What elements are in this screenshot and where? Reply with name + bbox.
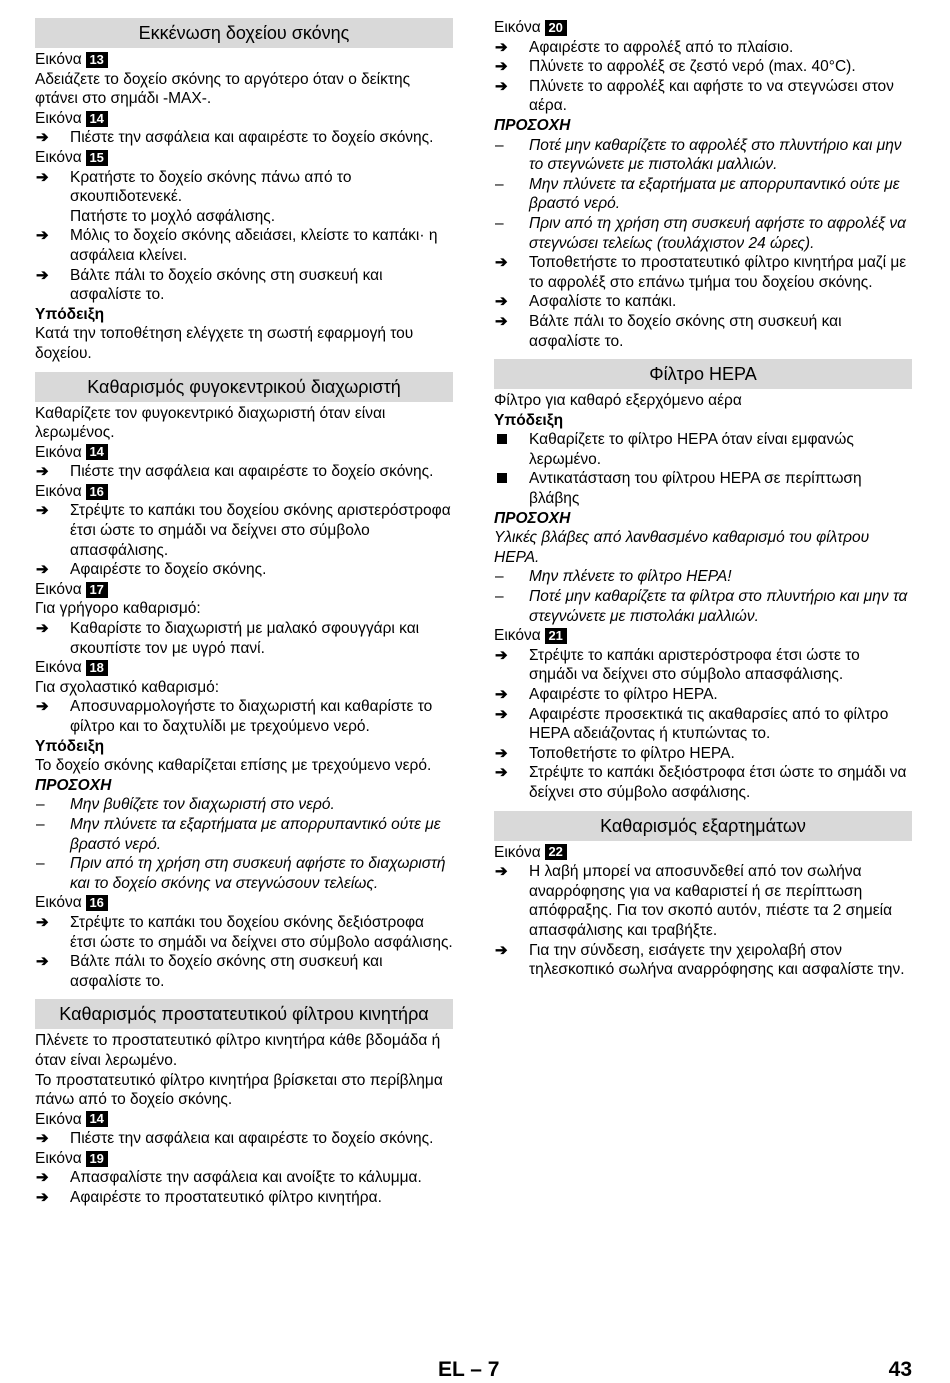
figure-reference [35,1110,453,1130]
section-title: Καθαρισμός φυγοκεντρικού διαχωριστή [35,372,453,402]
instruction-step [494,38,912,58]
section-title: Καθαρισμός προστατευτικού φίλτρου κινητήρα [35,999,453,1029]
arrow-icon: ➔ [36,1130,49,1148]
spacer [35,991,453,999]
arrow-icon: ➔ [495,686,508,703]
item-text: Αφαιρέστε το αφρολέξ από το πλαίσιο. [529,38,794,56]
figure-reference [35,1149,453,1169]
arrow-icon: ➔ [36,913,49,931]
instruction-step [35,128,453,148]
figure-reference [35,893,453,913]
arrow-icon: ➔ [495,312,508,330]
dash-marker: – [36,796,45,814]
figure-label: Εικόνα [35,1110,82,1128]
instruction-step [494,744,912,764]
caution-item [494,136,912,175]
arrow-icon: ➔ [36,620,49,638]
arrow-icon: ➔ [36,168,49,186]
arrow-icon: ➔ [495,254,508,272]
section-title: Φίλτρο HEPA [494,359,912,389]
step-text: Πατήστε το μοχλό ασφάλισης. [70,207,276,225]
arrow-icon: ➔ [36,227,49,245]
instruction-step [35,1188,453,1208]
spacer [494,351,912,359]
paragraph: Φίλτρο για καθαρό εξερχόμενο αέρα [494,392,742,410]
instruction-step [494,685,912,705]
instruction-step [35,952,453,991]
dash-marker: – [495,214,504,232]
figure-number-badge: 15 [86,150,108,166]
step-continuation [35,207,453,227]
item-text: Μην πλένετε το φίλτρο HEPA! [529,568,732,586]
instruction-step [494,57,912,77]
figure-label: Εικόνα [35,894,82,912]
item-text: Ασφαλίστε το καπάκι. [529,293,677,311]
arrow-icon: ➔ [36,698,49,716]
figure-reference [35,580,453,600]
item-text: Στρέψτε το καπάκι του δοχείου σκόνης δεξιόστροφα έτσι ώστε το σημάδι να δείχνει στο σύμβολο ασφάλισης. [70,913,453,951]
caution-item [35,815,453,854]
figure-reference [35,658,453,678]
item-text: Ποτέ μην καθαρίζετε τα φίλτρα στο πλυντήριο και μην τα στεγνώνετε με πιστολάκι μαλλιών. [529,588,908,625]
figure-number-badge: 14 [86,111,108,127]
paragraph: Για σχολαστικό καθαρισμό: [35,678,220,696]
figure-label: Εικόνα [35,659,82,677]
instruction-step [494,862,912,940]
square-bullet-icon [495,469,525,489]
figure-label: Εικόνα [35,51,82,68]
section-title: Καθαρισμός εξαρτημάτων [494,811,912,841]
item-text: Ποτέ μην καθαρίζετε το αφρολέξ στο πλυντήριο και μην το στεγνώνετε με πιστολάκι μαλλιών. [529,136,902,174]
instruction-step [35,462,453,482]
item-text: Αφαιρέστε το προστατευτικό φίλτρο κινητήρα. [70,1189,382,1207]
dash-marker: – [495,136,504,154]
paragraph: Κατά την τοποθέτηση ελέγχετε τη σωστή εφαρμογή του δοχείου. [35,325,414,362]
item-text: Πιέστε την ασφάλεια και αφαιρέστε το δοχείο σκόνης. [70,463,434,481]
item-text: Καθαρίστε το διαχωριστή με μαλακό σφουγγάρι και σκουπίστε τον με υγρό πανί. [70,620,420,657]
spacer [494,803,912,811]
instruction-step [494,763,912,802]
arrow-icon: ➔ [495,58,508,76]
item-text: Τοποθετήστε το φίλτρο HEPA. [529,744,735,762]
instruction-step [35,226,453,265]
arrow-icon: ➔ [495,863,508,881]
instruction-step [494,253,912,292]
item-text: Πλύνετε το αφρολέξ και αφήστε το να στεγνώσει στον αέρα. [529,77,894,115]
instruction-step [35,501,453,560]
item-text: Πιέστε την ασφάλεια και αφαιρέστε το δοχείο σκόνης. [70,1130,434,1148]
footer-language-code: EL – 7 [438,1358,500,1381]
item-text: Βάλτε πάλι το δοχείο σκόνης στη συσκευή και ασφαλίστε το. [70,953,383,990]
figure-reference [494,626,912,646]
figure-number-badge: 16 [86,895,108,911]
item-text: Αφαιρέστε προσεκτικά τις ακαθαρσίες από το φίλτρο HEPA αδειάζοντας ή κτυπώντας το. [529,705,889,743]
figure-number-badge: 19 [86,1151,108,1167]
instruction-step [494,77,912,116]
figure-label: Εικόνα [494,843,541,861]
item-text: Μόλις το δοχείο σκόνης αδειάσει, κλείστε το καπάκι· η ασφάλεια κλείνει. [70,227,438,264]
item-text: Πριν από τη χρήση στη συσκευή αφήστε το αφρολέξ να στεγνώσει τελείως (τουλάχιστον 24 ώρες). [529,214,906,252]
figure-number-badge: 14 [86,444,108,460]
figure-number-badge: 18 [86,660,108,676]
item-text: Μην βυθίζετε τον διαχωριστή στο νερό. [70,796,335,814]
item-text: Καθαρίζετε το φίλτρο HEPA όταν είναι εμφανώς λερωμένο. [529,431,854,468]
item-text: Κρατήστε το δοχείο σκόνης πάνω από το σκουπιδοτενεκέ. [70,168,352,206]
arrow-icon: ➔ [495,77,508,95]
right-column [494,18,912,980]
caution-item [35,854,453,893]
figure-label: Εικόνα [35,148,82,166]
figure-number-badge: 20 [545,20,567,36]
instruction-step [494,941,912,980]
figure-reference [35,148,453,168]
caution-item [494,567,912,587]
arrow-icon: ➔ [495,38,508,56]
arrow-icon: ➔ [36,502,49,520]
paragraph: Για γρήγορο καθαρισμό: [35,600,201,618]
item-text: Μην πλύνετε τα εξαρτήματα με απορρυπαντικό ούτε με βραστό νερό. [529,175,900,213]
instruction-step [35,560,453,580]
item-text: Αποσυναρμολογήστε το διαχωριστή και καθαρίστε το φίλτρο και το δαχτυλίδι με τρεχούμενο νερό. [70,698,433,735]
item-text: Πιέστε την ασφάλεια και αφαιρέστε το δοχείο σκόνης. [70,129,434,147]
arrow-icon: ➔ [36,129,49,147]
figure-label: Εικόνα [35,443,82,461]
item-text: Στρέψτε το καπάκι δεξιόστροφα έτσι ώστε το σημάδι να δείχνει στο σύμβολο ασφάλισης. [529,764,907,801]
arrow-icon: ➔ [495,764,508,782]
arrow-icon: ➔ [495,941,508,959]
item-text: Μην πλύνετε τα εξαρτήματα με απορρυπαντικό ούτε με βραστό νερό. [70,815,441,853]
instruction-step [494,312,912,351]
figure-label: Εικόνα [35,580,82,598]
paragraph: Το προστατευτικό φίλτρο κινητήρα βρίσκεται στο περίβλημα πάνω από το δοχείο σκόνης. [35,1071,443,1109]
figure-number-badge: 22 [545,844,567,860]
note-bullet [494,430,912,469]
item-text: Στρέψτε το καπάκι αριστερόστροφα έτσι ώστε το σημάδι να δείχνει στο σύμβολο απασφάλισης. [529,646,860,684]
item-text: Αντικατάσταση του φίλτρου HEPA σε περίπτωση βλάβης [529,470,862,508]
paragraph: Πλένετε το προστατευτικό φίλτρο κινητήρα κάθε βδομάδα ή όταν είναι λερωμένο. [35,1032,441,1069]
spacer [35,364,453,372]
instruction-step [35,1129,453,1149]
item-text: Πριν από τη χρήση στη συσκευή αφήστε το διαχωριστή και το δοχείο σκόνης να στεγνώσουν τελείως. [70,855,446,892]
note-heading: Υπόδειξη [494,411,564,429]
figure-reference [35,482,453,502]
page-number: 43 [888,1358,912,1381]
left-column [35,18,453,1208]
instruction-step [35,697,453,736]
paragraph: Καθαρίζετε τον φυγοκεντρικό διαχωριστή όταν είναι λερωμένος. [35,404,386,442]
note-heading: Υπόδειξη [35,737,105,755]
paragraph: Το δοχείο σκόνης καθαρίζεται επίσης με τρεχούμενο νερό. [35,757,432,775]
item-text: Πλύνετε το αφρολέξ σε ζεστό νερό (max. 40°C). [529,58,856,76]
figure-reference [494,18,912,38]
figure-label: Εικόνα [494,627,541,645]
instruction-step [494,292,912,312]
instruction-step [35,266,453,305]
caution-item [494,175,912,214]
square-bullet-icon [495,430,525,450]
figure-reference [494,843,912,863]
dash-marker: – [36,855,45,873]
arrow-icon: ➔ [36,1189,49,1207]
section-title: Εκκένωση δοχείου σκόνης [35,18,453,48]
dash-marker: – [495,568,504,586]
instruction-step [35,913,453,952]
arrow-icon: ➔ [36,266,49,284]
figure-label: Εικόνα [35,1149,82,1167]
instruction-step [35,1168,453,1188]
dash-marker: – [36,815,45,833]
item-text: Τοποθετήστε το προστατευτικό φίλτρο κινητήρα μαζί με το αφρολέξ στο επάνω τμήμα του δοχείου σκόνης. [529,254,907,291]
figure-label: Εικόνα [35,109,82,127]
figure-number-badge: 21 [545,628,567,644]
item-text: Βάλτε πάλι το δοχείο σκόνης στη συσκευή και ασφαλίστε το. [529,312,842,350]
caution-heading: ΠΡΟΣΟΧΗ [494,509,571,527]
item-text: Στρέψτε το καπάκι του δοχείου σκόνης αριστερόστροφα έτσι ώστε το σημάδι να δείχνει στο σύμβολο απασφάλισης. [70,502,451,559]
figure-reference [35,50,453,70]
figure-number-badge: 16 [86,484,108,500]
figure-reference [35,443,453,463]
instruction-step [494,646,912,685]
dash-marker: – [495,175,504,193]
arrow-icon: ➔ [36,1169,49,1187]
dash-marker: – [495,588,504,606]
paragraph: Αδειάζετε το δοχείο σκόνης το αργότερο όταν ο δείκτης φτάνει στο σημάδι -MAX-. [35,70,411,108]
figure-number-badge: 14 [86,1111,108,1127]
figure-number-badge: 13 [86,52,108,68]
arrow-icon: ➔ [495,646,508,664]
item-text: Αφαιρέστε το φίλτρο HEPA. [529,686,718,703]
arrow-icon: ➔ [495,293,508,311]
figure-number-badge: 17 [86,582,108,598]
arrow-icon: ➔ [495,705,508,723]
warning-text: Υλικές βλάβες από λανθασμένο καθαρισμό του φίλτρου HEPA. [494,529,870,566]
caution-heading: ΠΡΟΣΟΧΗ [35,776,112,794]
item-text: Για την σύνδεση, εισάγετε την χειρολαβή στον τηλεσκοπικό σωλήνα αναρρόφησης και ασφαλίστε την. [529,941,905,979]
note-heading: Υπόδειξη [35,305,105,323]
figure-label: Εικόνα [494,19,541,36]
item-text: Η λαβή μπορεί να αποσυνδεθεί από τον σωλήνα αναρρόφησης για να καθαριστεί ή σε περίπτωση απόφραξης. Για τον σκοπό αυτόν, πιέστε τα 2 σημεία απασφάλισης και τραβήξτε. [529,863,893,939]
instruction-step [35,168,453,207]
instruction-step [35,619,453,658]
item-text: Απασφαλίστε την ασφάλεια και ανοίξτε το κάλυμμα. [70,1169,422,1187]
caution-item [494,587,912,626]
figure-reference [35,109,453,129]
item-text: Βάλτε πάλι το δοχείο σκόνης στη συσκευή και ασφαλίστε το. [70,266,383,304]
arrow-icon: ➔ [495,744,508,762]
instruction-step [494,705,912,744]
arrow-icon: ➔ [36,953,49,971]
caution-item [35,795,453,815]
caution-heading: ΠΡΟΣΟΧΗ [494,116,571,134]
arrow-icon: ➔ [36,463,49,481]
note-bullet [494,469,912,508]
caution-item [494,214,912,253]
figure-label: Εικόνα [35,482,82,500]
arrow-icon: ➔ [36,561,49,579]
item-text: Αφαιρέστε το δοχείο σκόνης. [70,561,267,579]
